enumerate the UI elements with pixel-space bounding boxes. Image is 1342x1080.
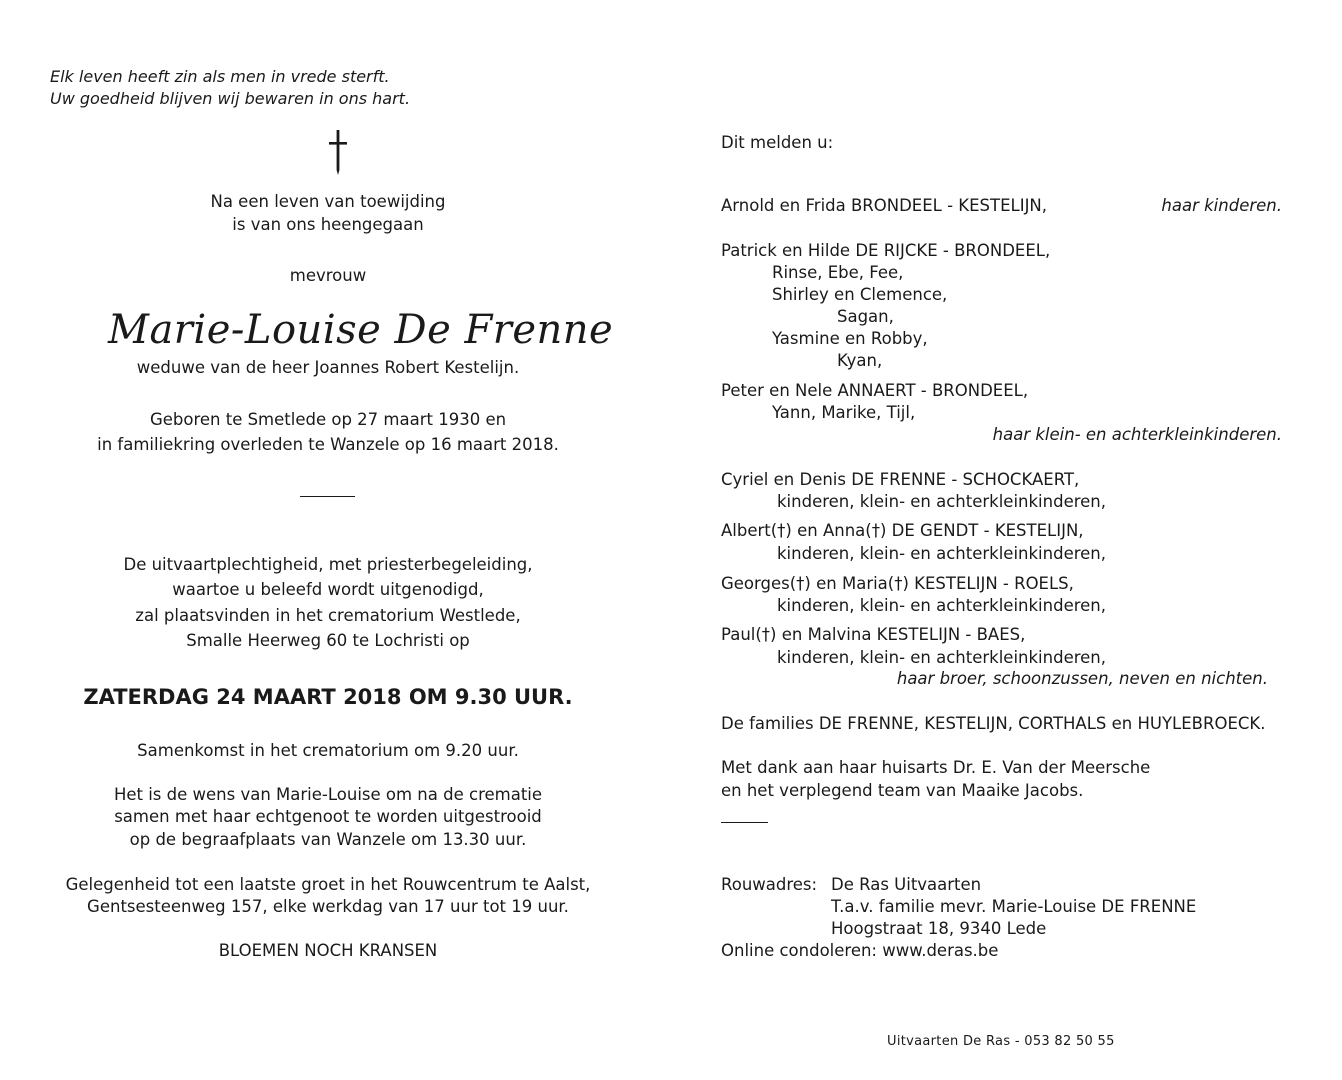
widow-line: weduwe van de heer Joannes Robert Kestelijn. bbox=[136, 358, 520, 377]
sibling-1-head: Cyriel en Denis DE FRENNE - SCHOCKAERT, bbox=[721, 470, 1080, 489]
gathering-line: Samenkomst in het crematorium om 9.20 uur. bbox=[137, 741, 519, 760]
family1-head: Patrick en Hilde DE RIJCKE - BRONDEEL, bbox=[721, 241, 1051, 260]
children-line: Arnold en Frida BRONDEEL - KESTELIJN, bbox=[721, 196, 1048, 215]
honorific: mevrouw bbox=[289, 266, 367, 285]
flowers-note: BLOEMEN NOCH KRANSEN bbox=[218, 941, 438, 960]
sibling-4-head: Paul(†) en Malvina KESTELIJN - BAES, bbox=[721, 625, 1026, 644]
address-label: Rouwadres: bbox=[721, 875, 818, 894]
ceremony-line-3: zal plaatsvinden in het crematorium Westlede, bbox=[135, 606, 521, 625]
siblings-role: haar broer, schoonzussen, neven en nichten. bbox=[896, 669, 1268, 688]
funeral-home-footer: Uitvaarten De Ras - 053 82 50 55 bbox=[887, 1034, 1115, 1049]
family2-line-1: Yann, Marike, Tijl, bbox=[772, 403, 916, 422]
divider-left bbox=[300, 496, 355, 497]
families-line: De families DE FRENNE, KESTELIJN, CORTHALS en HUYLEBROECK. bbox=[721, 714, 1266, 733]
sibling-4-sub: kinderen, klein- en achterkleinkinderen, bbox=[777, 648, 1107, 667]
cross-icon bbox=[322, 128, 354, 176]
verse-line-1: Elk leven heeft zin als men in vrede sterft. bbox=[50, 67, 390, 86]
address-line-2: T.a.v. familie mevr. Marie-Louise DE FRENNE bbox=[831, 897, 1197, 916]
family1-line-4: Yasmine en Robby, bbox=[772, 329, 928, 348]
birth-line: Geboren te Smetlede op 27 maart 1930 en bbox=[149, 410, 507, 429]
sibling-2-sub: kinderen, klein- en achterkleinkinderen, bbox=[777, 544, 1107, 563]
family2-head: Peter en Nele ANNAERT - BRONDEEL, bbox=[721, 381, 1029, 400]
family1-line-5: Kyan, bbox=[837, 351, 883, 370]
wish-line-3: op de begraafplaats van Wanzele om 13.30 uur. bbox=[129, 830, 527, 849]
sibling-1-sub: kinderen, klein- en achterkleinkinderen, bbox=[777, 492, 1107, 511]
grandchildren-role: haar klein- en achterkleinkinderen. bbox=[992, 425, 1282, 444]
thanks-line-2: en het verplegend team van Maaike Jacobs. bbox=[721, 781, 1084, 800]
address-line-3: Hoogstraat 18, 9340 Lede bbox=[831, 919, 1047, 938]
family1-line-3: Sagan, bbox=[837, 307, 894, 326]
opening-verse bbox=[50, 66, 410, 110]
thanks-line-1: Met dank aan haar huisarts Dr. E. Van der Meersche bbox=[721, 758, 1151, 777]
online-condolences: Online condoleren: www.deras.be bbox=[721, 941, 999, 960]
ceremony-line-2: waartoe u beleefd wordt uitgenodigd, bbox=[172, 580, 484, 599]
sibling-3-head: Georges(†) en Maria(†) KESTELIJN - ROELS, bbox=[721, 574, 1074, 593]
family1-line-1: Rinse, Ebe, Fee, bbox=[772, 263, 904, 282]
verse-line-2: Uw goedheid blijven wij bewaren in ons hart. bbox=[50, 89, 411, 108]
wish-line-2: samen met haar echtgenoot te worden uitgestrooid bbox=[114, 807, 542, 826]
ceremony-line-4: Smalle Heerweg 60 te Lochristi op bbox=[186, 631, 470, 650]
intro-line-2: is van ons heengegaan bbox=[232, 215, 424, 234]
visit-line-2: Gentsesteenweg 157, elke werkdag van 17 uur tot 19 uur. bbox=[87, 897, 569, 916]
ceremony-line-1: De uitvaartplechtigheid, met priesterbegeleiding, bbox=[123, 555, 533, 574]
announce-intro: Dit melden u: bbox=[721, 133, 834, 152]
children-role: haar kinderen. bbox=[1161, 196, 1282, 215]
deceased-name: Marie-Louise De Frenne bbox=[108, 307, 614, 353]
wish-line-1: Het is de wens van Marie-Louise om na de crematie bbox=[113, 785, 543, 804]
ceremony-date: ZATERDAG 24 MAART 2018 OM 9.30 UUR. bbox=[83, 685, 573, 709]
divider-right bbox=[721, 822, 768, 823]
family1-line-2: Shirley en Clemence, bbox=[772, 285, 948, 304]
sibling-2-head: Albert(†) en Anna(†) DE GENDT - KESTELIJN, bbox=[721, 521, 1084, 540]
intro-line-1: Na een leven van toewijding bbox=[210, 192, 446, 211]
sibling-3-sub: kinderen, klein- en achterkleinkinderen, bbox=[777, 596, 1107, 615]
address-line-1: De Ras Uitvaarten bbox=[831, 875, 982, 894]
death-line: in familiekring overleden te Wanzele op 16 maart 2018. bbox=[97, 435, 559, 454]
visit-line-1: Gelegenheid tot een laatste groet in het Rouwcentrum te Aalst, bbox=[65, 875, 591, 894]
